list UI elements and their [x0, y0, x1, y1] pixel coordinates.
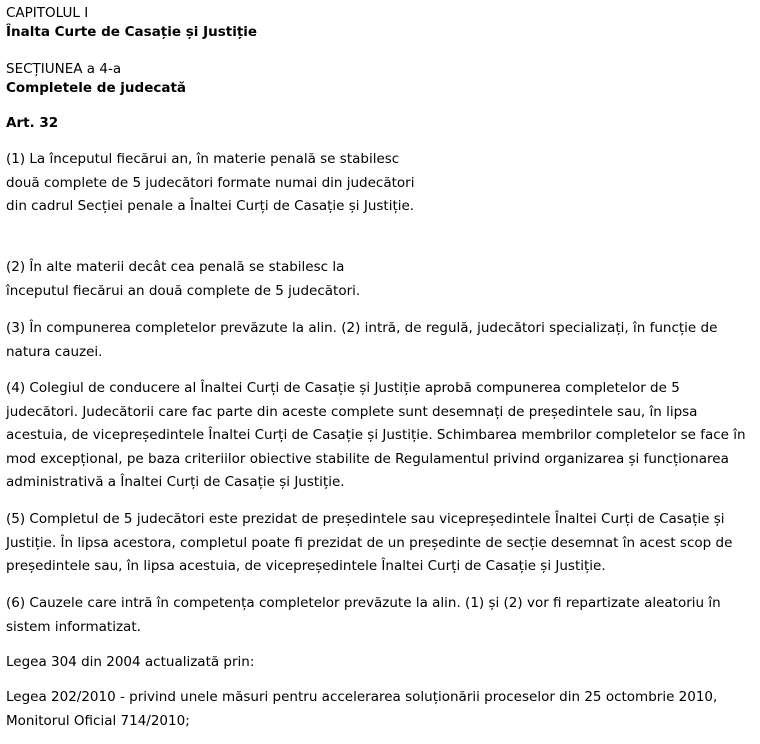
section-title: Completele de judecată	[6, 80, 187, 96]
paragraph-3: (3) În compunerea completelor prevăzute la alin. (2) intră, de regulă, judecători specializați, în funcție de natura cauzei.	[6, 320, 718, 360]
paragraph-6: (6) Cauzele care intră în competența completelor prevăzute la alin. (1) și (2) vor fi repartizate aleatoriu în sistem informatizat.	[6, 595, 721, 635]
update-item: Legea 202/2010 - privind unele măsuri pentru accelerarea soluționării proceselor din 25 octombrie 2010, Monitorul Oficial 714/2010;	[6, 689, 718, 729]
section-label: SECȚIUNEA a 4-a	[6, 61, 122, 77]
chapter-title: Înalta Curte de Casație și Justiție	[6, 24, 258, 40]
chapter-block	[6, 4, 257, 42]
section-block	[6, 60, 186, 98]
article-heading: Art. 32	[6, 115, 59, 131]
paragraph-1: (1) La începutul fiecărui an, în materie penală se stabilesc două complete de 5 judecători formate numai din judecători din cadrul Secției penale a Înaltei Curți de Casație și Justiție.	[6, 151, 415, 214]
paragraph-2: (2) În alte materii decât cea penală se stabilesc la începutul fiecărui an două complete de 5 judecători.	[6, 259, 361, 299]
chapter-label: CAPITOLUL I	[6, 5, 89, 21]
paragraph-5: (5) Completul de 5 judecători este prezidat de președintele sau vicepreședintele Înaltei Curți de Casație și Justiție. În lipsa acestora, completul poate fi prezidat de un președinte de secție desemnat în acest scop de președintele sau, în lipsa acestuia, de vicepreședintele Înaltei Curți de Casație și Justiție.	[6, 511, 733, 574]
updates-intro: Legea 304 din 2004 actualizată prin:	[6, 654, 255, 670]
paragraph-4: (4) Colegiul de conducere al Înaltei Curți de Casație și Justiție aprobă compunerea completelor de 5 judecători. Judecătorii care fac parte din aceste complete sunt desemnați de președintele sau, în lipsa acestuia, de vicepreședintele Înaltei Curți de Casație și Justiție. Schimbarea membrilor completelor se face în mod excepțional, pe baza criteriilor obiective stabilite de Regulamentul privind organizarea și funcționarea administrativă a Înaltei Curți de Casație și Justiție.	[6, 380, 746, 490]
